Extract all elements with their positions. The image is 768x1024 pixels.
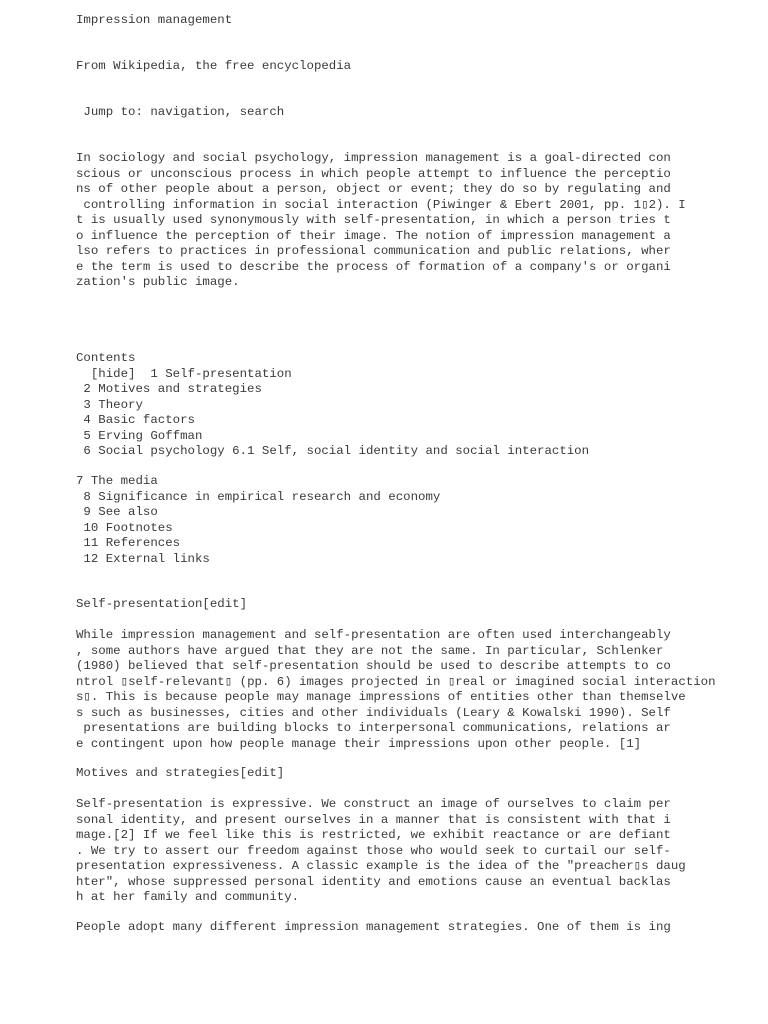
paragraph-line: Self-presentation is expressive. We construct an image of ourselves to claim per — [76, 797, 671, 811]
paragraph-line: e contingent upon how people manage their impressions upon other people. [1] — [76, 736, 642, 751]
contents-item[interactable]: 10 Footnotes — [76, 520, 173, 535]
paragraph-line: mage.[2] If we feel like this is restricted, we exhibit reactance or are defiant — [76, 828, 671, 842]
contents-item[interactable]: 9 See also — [76, 505, 158, 519]
intro-line: o influence the perception of their image. The notion of impression management a — [76, 228, 671, 243]
paragraph-line: presentations are building blocks to interpersonal communications, relations ar — [76, 721, 671, 735]
paragraph-line: ntrol ▯self-relevant▯ (pp. 6) images projected in ▯real or imagined social interaction — [76, 674, 716, 689]
source-line: From Wikipedia, the free encyclopedia — [76, 59, 352, 73]
contents-heading: Contents — [76, 351, 136, 365]
contents-item[interactable]: 3 Theory — [76, 397, 143, 412]
paragraph-line: While impression management and self-presentation are often used interchangeably — [76, 628, 671, 642]
intro-line: lso refers to practices in professional communication and public relations, wher — [76, 244, 671, 258]
paragraph-line: sonal identity, and present ourselves in a manner that is consistent with that i — [76, 812, 671, 827]
contents-item[interactable]: 4 Basic factors — [76, 413, 195, 427]
intro-line: e the term is used to describe the process of formation of a company's or organi — [76, 259, 671, 274]
contents-item[interactable]: 12 External links — [76, 551, 210, 566]
contents-item[interactable]: 5 Erving Goffman — [76, 428, 203, 443]
paragraph-line: (1980) believed that self-presentation should be used to describe attempts to co — [76, 659, 671, 673]
jump-links[interactable]: Jump to: navigation, search — [76, 105, 285, 119]
paragraph-line: s▯. This is because people may manage impressions of entities other than themselve — [76, 690, 686, 704]
document-title: Impression management — [76, 13, 233, 27]
intro-line: t is usually used synonymously with self-presentation, in which a person tries t — [76, 213, 671, 227]
paragraph-line: People adopt many different impression management strategies. One of them is ing — [76, 920, 671, 934]
section-heading-motives: Motives and strategies[edit] — [76, 766, 285, 780]
contents-item[interactable]: 2 Motives and strategies — [76, 382, 262, 396]
section-heading-self-presentation: Self-presentation[edit] — [76, 597, 248, 611]
intro-line: In sociology and social psychology, impression management is a goal-directed con — [76, 151, 671, 165]
intro-line: zation's public image. — [76, 275, 240, 289]
intro-line: controlling information in social interaction (Piwinger & Ebert 2001, pp. 1▯2). I — [76, 197, 686, 212]
contents-item[interactable]: 8 Significance in empirical research and economy — [76, 489, 441, 504]
paragraph-line: presentation expressiveness. A classic example is the idea of the "preacher▯s daug — [76, 859, 686, 873]
contents-item[interactable]: 11 References — [76, 536, 181, 550]
contents-item[interactable]: 6 Social psychology 6.1 Self, social identity and social interaction — [76, 444, 590, 458]
paragraph-line: hter", whose suppressed personal identity and emotions cause an eventual backlas — [76, 874, 671, 889]
contents-item[interactable]: [hide] 1 Self-presentation — [76, 366, 292, 381]
paragraph-line: , some authors have argued that they are not the same. In particular, Schlenker — [76, 643, 664, 658]
intro-line: ns of other people about a person, object or event; they do so by regulating and — [76, 182, 671, 196]
paragraph-line: . We try to assert our freedom against those who would seek to curtail our self- — [76, 843, 671, 858]
contents-item[interactable]: 7 The media — [76, 474, 158, 488]
paragraph-line: h at her family and community. — [76, 890, 300, 904]
intro-line: scious or unconscious process in which people attempt to influence the perceptio — [76, 166, 671, 181]
paragraph-line: s such as businesses, cities and other individuals (Leary & Kowalski 1990). Self — [76, 705, 671, 720]
